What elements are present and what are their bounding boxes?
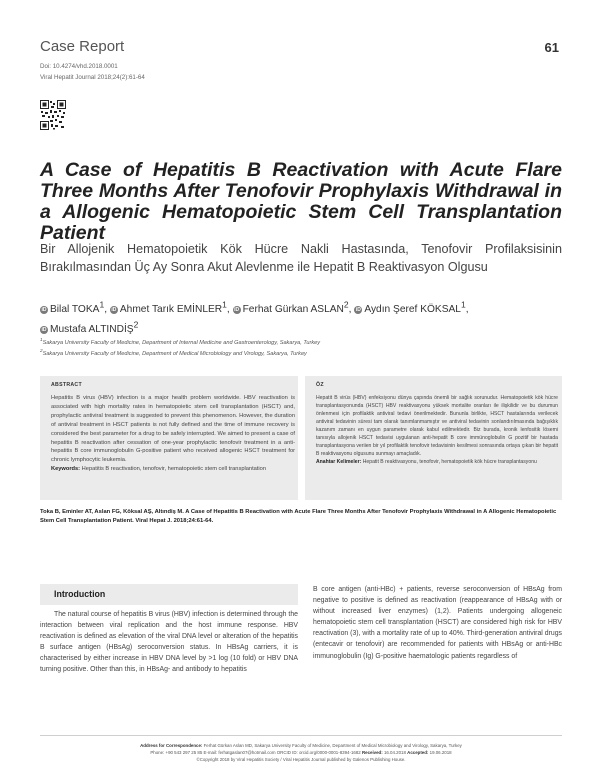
oz-text: Hepatit B virüs (HBV) enfeksiyonu dünya çapında önemli bir sağlık sorunudur. Hematopoietik kök hücre transplantasyonunda (HSCT) HBV reaktivasyonu yüksek mortalite oranları ile ilişkilidir ve bu durumun önlenmesi için profilaktik antiviral tedavi önerilmektedir. Bununla birlikte, HSCT hastalarında verilecek antiviral tedavinin süresi tam olarak tanımlanmamıştır ve antiviral tedavinin sonlandırılmasında bağışıklık kazanım zamanı en uygun parametre olarak kabul edilmektedir. Biz burada, kronik lenfositik lösemi tanısıyla allojenik HSCT tedavisi uygulanan anti-hepatit B core immünoglobulin G pozitif bir hastada transplantasyona veriien bir yıl profilaktik tenofovir tedavisinin kesilmesi sonrasında ortaya çıkan bir hepatit B reaktivasyonu olgusunu sunmayı amaçladık. Anahtar Kelimeler: Hepatit B reaktivasyonu, tenofovir, hematopoietik kök hücre transplantasyonu <box>316 395 558 465</box>
footer-divider <box>40 735 562 736</box>
oz-heading: ÖZ <box>316 382 324 388</box>
doi[interactable]: Doi: 10.4274/vhd.2018.0001 <box>40 63 118 70</box>
introduction-heading-bar <box>40 584 298 605</box>
author: iD Ahmet Tarık EMİNLER$^1$, <box>111 300 233 316</box>
copyright: ©Copyright 2018 by Viral Hepatitis Society / Viral Hepatitis Journal published by Galenos Publishing House. <box>196 757 406 762</box>
orcid-icon[interactable]: iD <box>41 326 47 333</box>
author: iD Aydın Şeref KÖKSAL$^1$, <box>355 300 469 316</box>
affiliation: $^2$Sakarya University Faculty of Medicine, Department of Medical Microbiology and Virology, Sakarya, Turkey <box>40 348 307 357</box>
abstract-heading: ABSTRACT <box>51 382 82 388</box>
author: iD Bilal TOKA$^1$, <box>41 300 110 316</box>
abstract-text: Hepatitis B virus (HBV) infection is a major health problem worldwide. HBV reactivation is associated with high mortality rates in hematopoietic stem cell transplantation (HSCT) and, prophylactic antiviral treatment is suggested to prevent this phenomenon. However, the duration of antiviral treatment in HSCT patients is not fully defined and the time of immune recovery is considered the best parameter for a drug to be safely interrupted. We aimed to present a case of hepatitis B reactivation after cessation of one-year prophylactic tenofovir treatment in a anti-hepatitis B core immunoglobulin G-positive patient who received allogenic HSCT treatment for chronic lymphocytic leukemia. Keywords: Hepatitis B reactivation, tenofovir, hematopoietic stem cell transplantation <box>51 395 295 473</box>
orcid-icon[interactable]: iD <box>111 307 117 314</box>
affiliation: $^1$Sakarya University Faculty of Medicine, Department of Internal Medicine and Gastroenterology, Sakarya, Turkey <box>40 337 321 346</box>
citation: Toka B, Eminler AT, Aslan FG, Köksal AŞ, Altındiş M. A Case of Hepatitis B Reactivation with Acute Flare Three Months After Tenofovir Prophylaxis Withdrawal in A Allogenic Hematopoietic Stem Cell Transplantation Patient. Viral Hepat J. 2018;24:61-64. <box>40 509 557 524</box>
section-label: Case Report <box>40 38 125 55</box>
author: iD Ferhat Gürkan ASLAN$^2$, <box>234 300 355 316</box>
correspondence-address: Address for Correspondence: Ferhat Gürkan Aslan MD, Sakarya University Faculty of Medicine, Department of Medical Microbiology and Virology, Sakarya, Turkey <box>140 743 462 748</box>
correspondence-contact: Phone: +90 543 297 25 85 E-mail: ferhatgaslan07@hotmail.com ORCID ID: orcid.org/0000-0001-8394-1682 Received: 16.04.2018 Accepted: 19.06.2018 <box>150 750 452 755</box>
article-subtitle-turkish: Bir Allojenik Hematopoietik Kök Hücre Nakli Hastasında, Tenofovir Profilaksisinin Bırakılmasından Üç Ay Sonra Akut Alevlenme ile Hepatit B Reaktivasyon Olgusu <box>40 242 562 274</box>
orcid-icon[interactable]: iD <box>234 307 240 314</box>
journal-reference: Viral Hepatit Journal 2018;24(2):61-64 <box>40 74 145 81</box>
orcid-icon[interactable]: iD <box>41 307 47 314</box>
oz-box <box>305 376 562 500</box>
author-list <box>40 298 562 337</box>
abstract-box <box>40 376 298 500</box>
introduction-heading: Introduction <box>54 589 106 599</box>
introduction-text-right: B core antigen (anti-HBc) + patients, reverse seroconversion of HBsAg from negative to positive is defined as reactivation (reappearance of HBsAg with or without increased liver enzymes) (1,2). Patients undergoing allogeneic hematopoietic stem cell transplantation (HSCT) are considered high risk for HBV reactivation (3), with a mortality rate of up to 40%. Third-generation antiviral drugs (entecavir or tenofovir) are recommended for patients with HBsAg or anti-HBc immunoglobulin (Ig) G-positive haematologic patients regardless of <box>313 586 562 660</box>
orcid-icon[interactable]: iD <box>355 307 361 314</box>
author: iD Mustafa ALTINDİŞ$^2$ <box>41 319 139 335</box>
qr-code-icon <box>40 100 66 130</box>
page-number: 61 <box>544 40 559 55</box>
introduction-text-left: The natural course of hepatitis B virus (HBV) infection is determined through the interaction between viral replication and the host immune response. HBV reactivation is defined as elevation of the viral DNA level or alteration of the hepatitis B surface antigen (HBsAg) seroconversion status. In HBsAg carriers, it is characterised by either increase in HBV DNA level by >1 log (10 fold) or HBV DNA turning positive. Other than this, in HBsAg- and antibody to hepatitis <box>40 611 298 674</box>
article-title: A Case of Hepatitis B Reactivation with Acute Flare Three Months After Tenofovir Prophylaxis Withdrawal in a Allogenic Hematopoietic Stem Cell Transplantation Patient <box>40 159 562 244</box>
